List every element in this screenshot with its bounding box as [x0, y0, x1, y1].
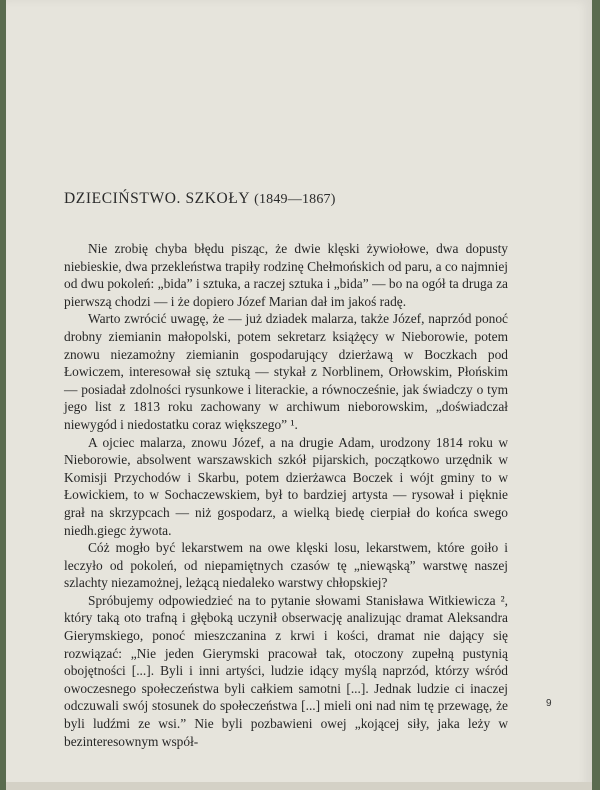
paragraph: Spróbujemy odpowiedzieć na to pytanie słowami Stanisława Witkiewicza ², który taką oto trafną i głęboką uczynił obserwację analizując dramat Aleksandra Gierymskiego, ponoć mieszczanina z krwi i kości, dramat nie dający się rozwiązać: „Nie jeden Gierymski pracował tak, otoczony zupełną pustynią obojętności [...]. Byli i inni artyści, ludzie idący myślą naprzód, którzy wśród owoczesnego społeczeństwa byli całkiem samotni [...]. Jednak ludzie ci inaczej odczuwali swój stosunek do społeczeństwa [...] mieli oni nad nim tę przewagę, że byli ludźmi ze wsi.” Nie byli pozbawieni owej „kojącej siły, jaka leży w bezinteresownym współ-: [64, 592, 508, 749]
paragraph: Cóż mogło być lekarstwem na owe klęski losu, lekarstwem, które goiło i leczyło od pokoleń, od niepamiętnych czasów tę „niewąską” warstwę naszej szlachty niezamożnej, leżącą niedaleko warstwy chłopskiej?: [64, 540, 508, 591]
chapter-title: DZIECIŃSTWO. SZKOŁY: [64, 190, 250, 207]
chapter-years: (1849—1867): [254, 192, 336, 207]
page-number: 9: [546, 698, 552, 709]
paragraph: Warto zwrócić uwagę, że — już dziadek malarza, także Józef, naprzód ponoć drobny ziemianin małopolski, potem sekretarz książęcy w Nieborowie, potem znowu niezamożny ziemianin gospodarujący dzierżawą w Boczkach pod Łowiczem, interesował się sztuką — stykał z Norblinem, Orłowskim, Płońskim — posiadał zdolności rysunkowe i literackie, a równocześnie, jak świadczy o tym jego list z 1813 roku zachowany w archiwum nieborowskim, „doświadczał niewygód i niedostatku coraz większego” ¹.: [64, 311, 508, 432]
page-edge: [6, 782, 592, 790]
body-text: [64, 240, 508, 750]
book-page: [6, 0, 592, 790]
paragraph: A ojciec malarza, znowu Józef, a na drugie Adam, urodzony 1814 roku w Nieborowie, absolwent warszawskich szkół pijarskich, początkowo urzędnik w Komisji Przychodów i Skarbu, potem dzierżawca Boczek i wójt gminy to w Łowickiem, to w Sochaczewskiem, był to bardziej artysta — rysował i pięknie grał na skrzypcach — niż gospodarz, a wielką biedę cierpiał do końca swego niedh.giegc żywota.: [64, 434, 508, 538]
paragraph: Nie zrobię chyba błędu pisząc, że dwie klęski żywiołowe, dwa dopusty niebieskie, dwa przekleństwa trapiły rodzinę Chełmońskich od paru, a co najmniej od dwu pokoleń: „bida” i sztuka, a raczej sztuka i „bida” — bo na ogół ta druga za pierwszą chodzi — i że dopiero Józef Marian dał im jakoś radę.: [64, 241, 508, 309]
chapter-heading: [64, 190, 336, 208]
